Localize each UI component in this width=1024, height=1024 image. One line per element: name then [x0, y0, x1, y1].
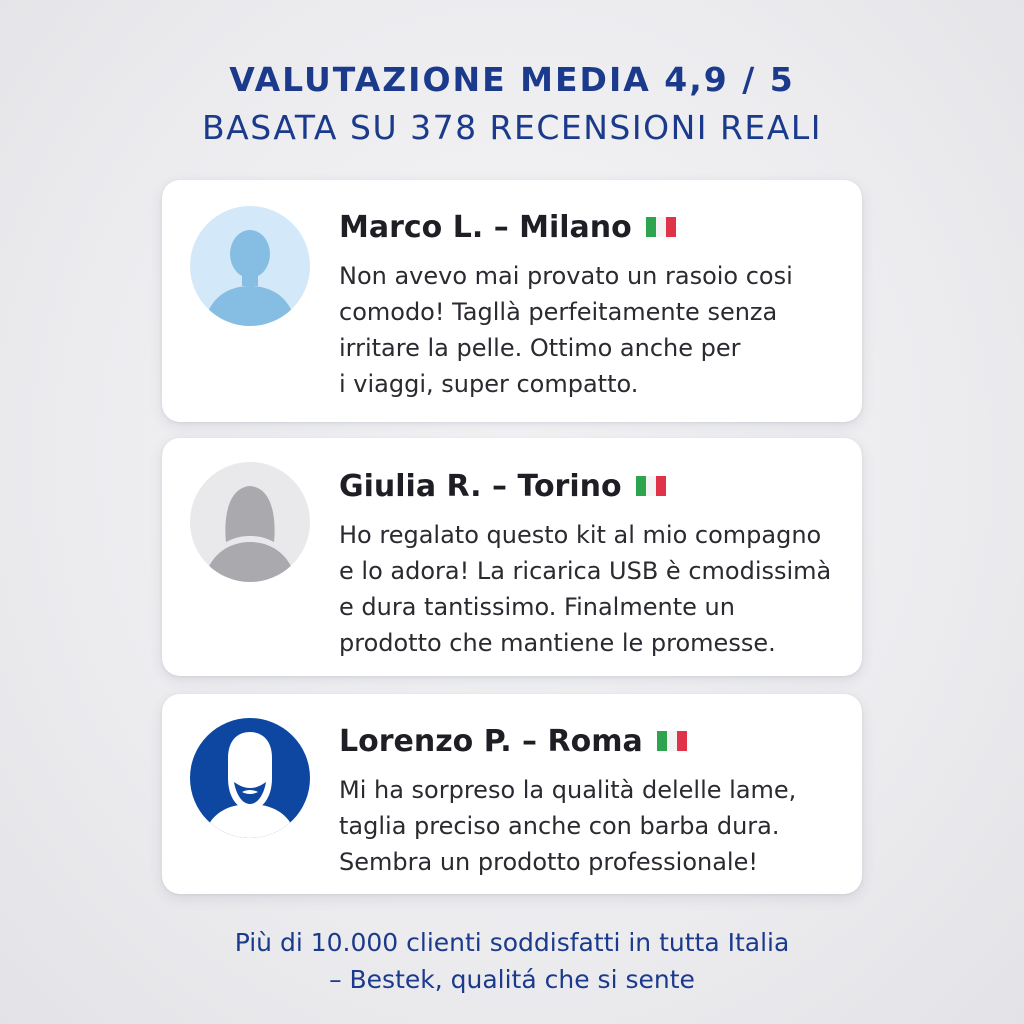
- italy-flag-icon: [657, 731, 687, 751]
- review-card-giulia: [162, 438, 862, 676]
- customer-tagline: [0, 924, 1024, 998]
- brand-slogan: – Bestek, qualitá che si sente: [329, 965, 695, 994]
- italy-flag-icon: [646, 217, 676, 237]
- rating-header: [0, 58, 1024, 150]
- reviewer-name: Lorenzo P. – Roma: [339, 723, 643, 759]
- male-silhouette-icon: [190, 206, 310, 326]
- review-count-subtitle: BASATA SU 378 RECENSIONI REALI: [202, 108, 822, 147]
- female-silhouette-icon: [190, 462, 310, 582]
- review-text: Ho regalato questo kit al mio compagno e lo adora! La ricarica USB è cmodissimà e dura tantissimo. Finalmente un prodotto che mantiene le promesse.: [339, 521, 832, 657]
- satisfied-customers-text: Più di 10.000 clienti soddisfatti in tutta Italia: [234, 928, 790, 957]
- review-text: Non avevo mai provato un rasoio cosi comodo! Tagllà perfeitamente senza irritare la pelle. Ottimo anche per i viaggi, super compatto.: [339, 262, 793, 398]
- review-card-lorenzo: [162, 694, 862, 894]
- average-rating-title: VALUTAZIONE MEDIA 4,9 / 5: [229, 60, 795, 99]
- bearded-man-icon: [190, 718, 310, 838]
- italy-flag-icon: [636, 476, 666, 496]
- review-text: Mi ha sorpreso la qualità delelle lame, taglia preciso anche con barba dura. Sembra un prodotto professionale!: [339, 776, 797, 876]
- review-card-marco: [162, 180, 862, 422]
- reviewer-name: Marco L. – Milano: [339, 209, 632, 245]
- reviewer-name: Giulia R. – Torino: [339, 468, 622, 504]
